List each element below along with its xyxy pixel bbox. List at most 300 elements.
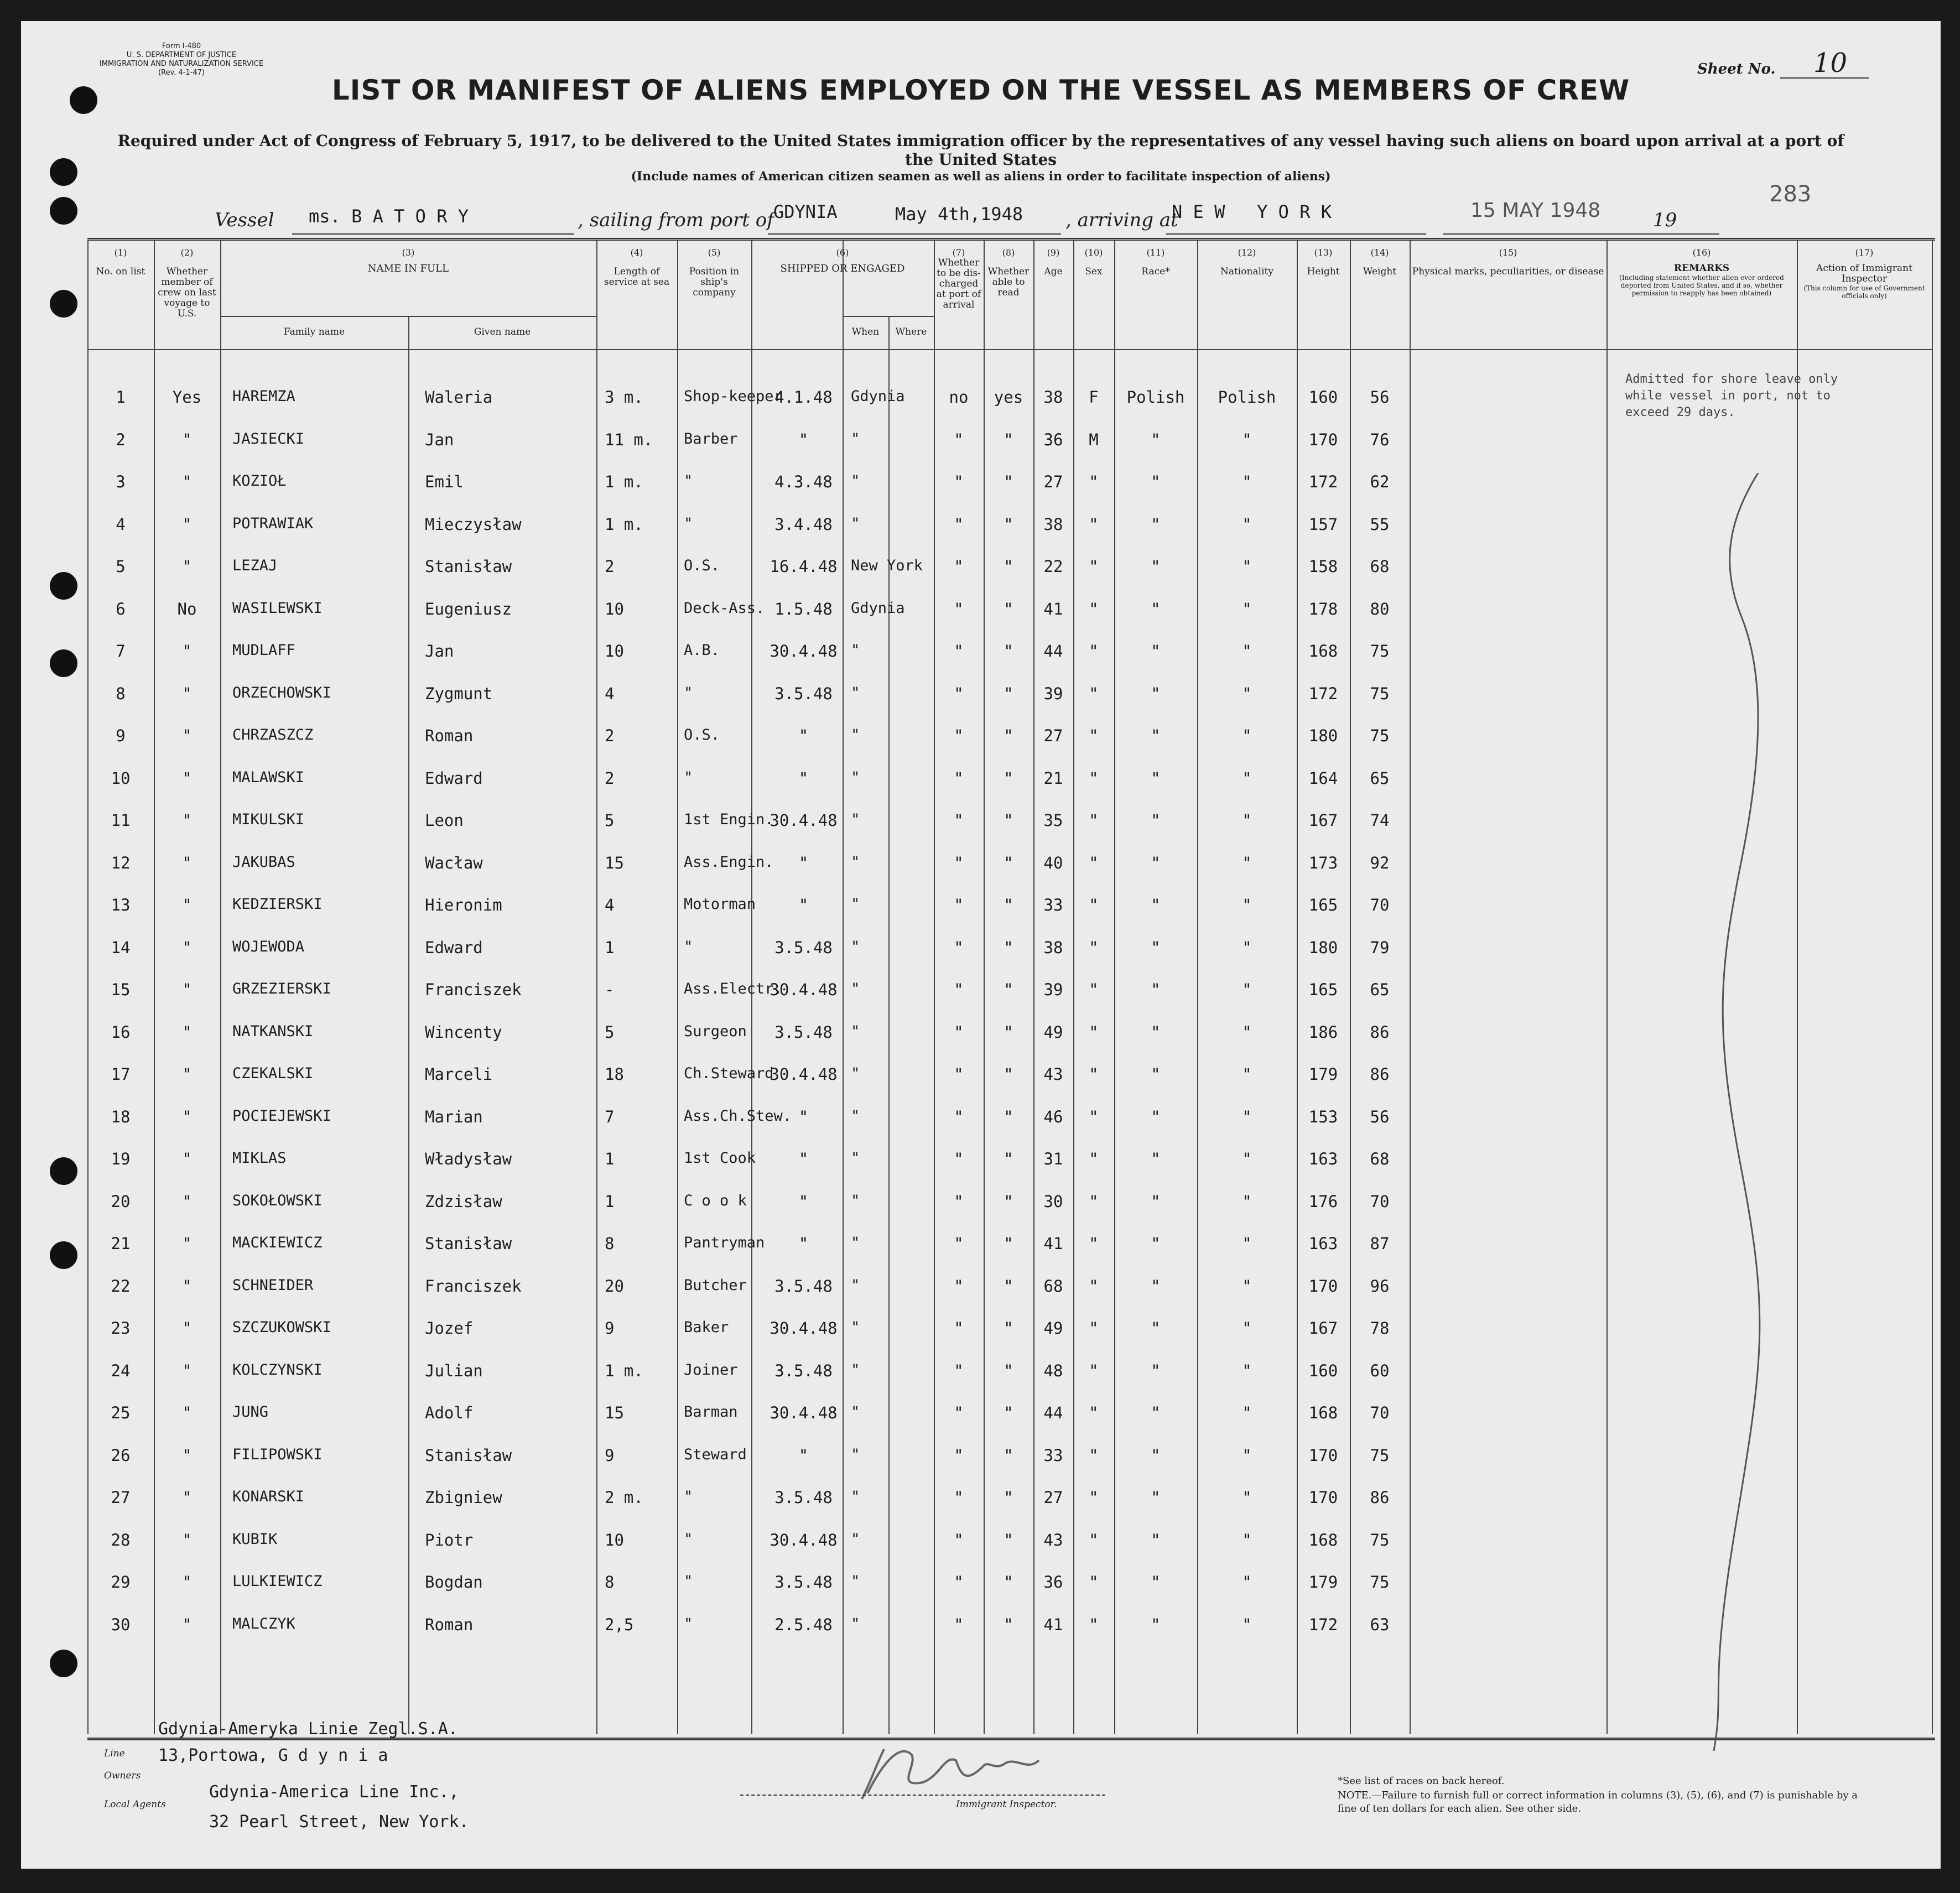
cell: 70 xyxy=(1370,1192,1390,1211)
table-row xyxy=(87,1484,1932,1517)
cell: " xyxy=(182,1022,192,1042)
cell: " xyxy=(182,1488,192,1507)
vessel-underline xyxy=(292,233,574,235)
cell: MALCZYK xyxy=(232,1615,295,1632)
cell: " xyxy=(1151,938,1161,957)
cell: 30.4.48 xyxy=(770,642,838,661)
cell: " xyxy=(1089,1445,1099,1465)
cell: " xyxy=(954,1445,964,1465)
vessel-name: ms. B A T O R Y xyxy=(309,206,469,227)
agents-value: Gdynia-America Line Inc., xyxy=(209,1782,459,1802)
cell: " xyxy=(954,726,964,745)
line-value: Gdynia-Ameryka Linie Zegl.S.A. xyxy=(158,1719,458,1739)
cell: 21 xyxy=(1043,768,1063,788)
cell: 17 xyxy=(111,1065,131,1084)
cell: 41 xyxy=(1043,1234,1063,1253)
cell: Jan xyxy=(425,642,454,661)
header-label: Whether able to read xyxy=(987,266,1030,298)
cell: MACKIEWICZ xyxy=(232,1234,323,1251)
cell: MALAWSKI xyxy=(232,768,305,786)
cell: " xyxy=(182,557,192,576)
port-underline xyxy=(768,233,1061,235)
header-number: (17) xyxy=(1855,247,1874,258)
cell: " xyxy=(954,768,964,788)
cell: KONARSKI xyxy=(232,1488,305,1505)
cell: " xyxy=(851,1276,860,1294)
cell: 4 xyxy=(116,514,126,534)
header-sublabel: (This column for use of Government officials only) xyxy=(1803,284,1925,300)
cell: 26 xyxy=(111,1445,131,1465)
sheet-number-label: Sheet No. xyxy=(1697,61,1776,77)
agents-address: 32 Pearl Street, New York. xyxy=(209,1812,469,1832)
cell: 172 xyxy=(1308,472,1338,491)
cell: " xyxy=(954,514,964,534)
cell: WASILEWSKI xyxy=(232,599,323,617)
cell: 76 xyxy=(1370,430,1390,449)
cell: " xyxy=(1242,980,1252,999)
cell: KUBIK xyxy=(232,1530,278,1548)
cell: " xyxy=(1151,1234,1161,1253)
cell: A.B. xyxy=(684,642,720,659)
cell: 165 xyxy=(1308,896,1338,914)
cell: " xyxy=(851,1022,860,1040)
cell: Stanisław xyxy=(425,1234,512,1253)
cell: 23 xyxy=(111,1319,131,1338)
header-label: Age xyxy=(1044,266,1063,277)
cell: 167 xyxy=(1308,811,1338,830)
cell: Baker xyxy=(684,1319,729,1336)
cell: " xyxy=(182,642,192,661)
cell: 180 xyxy=(1308,938,1338,957)
cell: " xyxy=(1151,1022,1161,1042)
cell: Emil xyxy=(425,472,464,491)
cell: 2 xyxy=(605,768,615,788)
cell: 179 xyxy=(1308,1065,1338,1084)
cell: " xyxy=(684,938,693,955)
cell: Ass.Electr. xyxy=(684,980,783,997)
header-label: Position in ship's company xyxy=(689,266,740,298)
cell: " xyxy=(1242,1065,1252,1084)
cell: 3.5.48 xyxy=(774,1361,833,1380)
cell: " xyxy=(1242,472,1252,491)
header-c17 xyxy=(1797,247,1932,300)
cell: MIKULSKI xyxy=(232,811,305,828)
header-number: (9) xyxy=(1047,247,1060,258)
table-row xyxy=(87,1399,1932,1432)
cell: 5 xyxy=(605,811,615,830)
cell: " xyxy=(851,1150,860,1167)
cell: " xyxy=(182,1107,192,1126)
cell: 2 xyxy=(116,430,126,449)
cell: 96 xyxy=(1370,1276,1390,1296)
cell: Marian xyxy=(425,1107,483,1126)
cell: 7 xyxy=(116,642,126,661)
header-number: (15) xyxy=(1499,247,1517,258)
cell: Yes xyxy=(172,388,202,407)
cell: 30 xyxy=(1043,1192,1063,1211)
cell: " xyxy=(1242,557,1252,576)
cell: " xyxy=(1004,726,1013,745)
cell: Gdynia xyxy=(851,388,905,405)
cell: 3 m. xyxy=(605,388,643,407)
cell: Edward xyxy=(425,768,483,788)
cell: 75 xyxy=(1370,726,1390,745)
header-number: (5) xyxy=(708,247,721,258)
cell: 30.4.48 xyxy=(770,980,838,999)
cell: 10 xyxy=(605,1530,624,1549)
header-label: Nationality xyxy=(1220,266,1273,277)
cell: 56 xyxy=(1370,388,1390,407)
cell: " xyxy=(851,1192,860,1209)
table-row xyxy=(87,1188,1932,1221)
cell: 11 xyxy=(111,811,131,830)
cell: 80 xyxy=(1370,599,1390,618)
cell: 168 xyxy=(1308,1530,1338,1549)
cell: 4 xyxy=(605,684,615,703)
cell: " xyxy=(954,430,964,449)
table-row xyxy=(87,637,1932,670)
cell: Zdzisław xyxy=(425,1192,502,1211)
cell: Hieronim xyxy=(425,896,502,914)
cell: GRZEZIERSKI xyxy=(232,980,331,997)
cell: 3.4.48 xyxy=(774,514,833,534)
cell: " xyxy=(1089,896,1099,914)
cell: " xyxy=(1151,1150,1161,1168)
cell: " xyxy=(851,1107,860,1125)
cell: " xyxy=(954,1573,964,1592)
cell: 1st Cook xyxy=(684,1150,756,1167)
cell: " xyxy=(1151,684,1161,703)
cell: MUDLAFF xyxy=(232,642,295,659)
cell: " xyxy=(1004,1573,1013,1592)
cell: " xyxy=(1242,1022,1252,1042)
sailing-date: May 4th,1948 xyxy=(895,204,1023,225)
cell: " xyxy=(954,1022,964,1042)
cell: " xyxy=(1242,726,1252,745)
table-row xyxy=(87,976,1932,1009)
crew-table xyxy=(87,238,1935,1740)
cell: Bogdan xyxy=(425,1573,483,1592)
cell: " xyxy=(954,938,964,957)
cell: 30.4.48 xyxy=(770,811,838,830)
cell: 163 xyxy=(1308,1150,1338,1168)
cell: " xyxy=(1089,472,1099,491)
cell: Julian xyxy=(425,1361,483,1380)
cell: SOKOŁOWSKI xyxy=(232,1192,323,1209)
inspector-label: Immigrant Inspector. xyxy=(956,1799,1057,1810)
cell: " xyxy=(851,1319,860,1336)
cell: " xyxy=(1004,811,1013,830)
cell: 63 xyxy=(1370,1615,1390,1634)
cell: 41 xyxy=(1043,1615,1063,1634)
cell: " xyxy=(1151,896,1161,914)
header-number: (14) xyxy=(1370,247,1389,258)
cell: 15 xyxy=(605,853,624,872)
cell: 153 xyxy=(1308,1107,1338,1126)
cell: 27 xyxy=(1043,726,1063,745)
cell: 1 xyxy=(605,1192,615,1211)
cell: SZCZUKOWSKI xyxy=(232,1319,331,1336)
cell: 14 xyxy=(111,938,131,957)
cell: " xyxy=(1242,1530,1252,1549)
table-row xyxy=(87,511,1932,544)
cell: " xyxy=(954,1150,964,1168)
cell: " xyxy=(1242,1488,1252,1507)
table-row xyxy=(87,1526,1932,1559)
header-c13 xyxy=(1297,247,1350,277)
header-label: Action of Immigrant Inspector xyxy=(1816,263,1912,284)
cell: " xyxy=(1151,1530,1161,1549)
table-row xyxy=(87,1060,1932,1094)
cell: " xyxy=(1004,1361,1013,1380)
cell: HAREMZA xyxy=(232,388,295,405)
cell: 70 xyxy=(1370,1403,1390,1422)
cell: Wincenty xyxy=(425,1022,502,1042)
cell: Polish xyxy=(1218,388,1276,407)
cell: " xyxy=(954,599,964,618)
cell: " xyxy=(1151,1573,1161,1592)
header-c7 xyxy=(934,247,984,310)
cell: " xyxy=(1151,768,1161,788)
punch-hole xyxy=(50,290,77,318)
cell: " xyxy=(1089,1488,1099,1507)
header-c11 xyxy=(1114,247,1197,277)
table-row xyxy=(87,1272,1932,1306)
line-label: Line xyxy=(104,1748,125,1759)
header-label: Weight xyxy=(1363,266,1397,277)
header-number: (8) xyxy=(1002,247,1015,258)
cell: " xyxy=(182,472,192,491)
header-label: Whether to be dis-charged at port of arrival xyxy=(936,257,981,310)
cell: no xyxy=(949,388,969,407)
cell: 43 xyxy=(1043,1530,1063,1549)
cell: " xyxy=(182,1403,192,1422)
subheader-where: Where xyxy=(895,326,927,337)
cell: " xyxy=(182,514,192,534)
cell: 30.4.48 xyxy=(770,1319,838,1338)
cell: 75 xyxy=(1370,1445,1390,1465)
cell: " xyxy=(798,1150,809,1168)
cell: " xyxy=(1089,557,1099,576)
cell: " xyxy=(954,1107,964,1126)
cell: " xyxy=(851,1615,860,1632)
table-row xyxy=(87,426,1932,459)
cell: Ass.Ch.Stew. xyxy=(684,1107,792,1125)
cell: " xyxy=(182,1530,192,1549)
cell: " xyxy=(1151,642,1161,661)
cell: 56 xyxy=(1370,1107,1390,1126)
cell: 48 xyxy=(1043,1361,1063,1380)
cell: Zygmunt xyxy=(425,684,493,703)
table-row xyxy=(87,1611,1932,1644)
cell: " xyxy=(1004,768,1013,788)
cell: 41 xyxy=(1043,599,1063,618)
remarks-ditto-line xyxy=(1681,473,1791,1756)
form-number: Form I-480 xyxy=(162,42,201,50)
cell: " xyxy=(851,938,860,955)
cell: " xyxy=(1004,430,1013,449)
cell: " xyxy=(798,1192,809,1211)
cell: " xyxy=(1089,1319,1099,1338)
cell: " xyxy=(182,1234,192,1253)
cell: Franciszek xyxy=(425,980,522,999)
cell: 62 xyxy=(1370,472,1390,491)
cell: FILIPOWSKI xyxy=(232,1445,323,1463)
cell: Stanisław xyxy=(425,557,512,576)
header-number: (6) xyxy=(836,247,849,258)
cell: 30.4.48 xyxy=(770,1530,838,1549)
cell: " xyxy=(851,1573,860,1590)
header-label: Sex xyxy=(1085,266,1103,277)
cell: 40 xyxy=(1043,853,1063,872)
cell: 6 xyxy=(116,599,126,618)
cell: - xyxy=(605,980,615,999)
cell: " xyxy=(798,1445,809,1465)
cell: " xyxy=(1089,938,1099,957)
cell: " xyxy=(1242,514,1252,534)
table-row xyxy=(87,1145,1932,1178)
cell: " xyxy=(1242,1403,1252,1422)
cell: 9 xyxy=(605,1319,615,1338)
cell: 1.5.48 xyxy=(774,599,833,618)
cell: " xyxy=(1089,768,1099,788)
cell: " xyxy=(1151,1192,1161,1211)
cell: " xyxy=(1004,853,1013,872)
fine-note: NOTE.—Failure to furnish full or correct information in columns (3), (5), (6), and (7) is punishable by a fine of ten dollars for each alien. See other side. xyxy=(1338,1790,1858,1814)
cell: " xyxy=(182,1276,192,1296)
cell: " xyxy=(1004,1276,1013,1296)
cell: " xyxy=(1089,642,1099,661)
cell: " xyxy=(954,1065,964,1084)
cell: LEZAJ xyxy=(232,557,278,574)
cell: 21 xyxy=(111,1234,131,1253)
received-stamp: 15 MAY 1948 xyxy=(1470,199,1601,222)
cell: " xyxy=(684,1573,693,1590)
cell: " xyxy=(954,1361,964,1380)
cell: " xyxy=(1089,684,1099,703)
cell: yes xyxy=(994,388,1023,407)
cell: Wacław xyxy=(425,853,483,872)
cell: 178 xyxy=(1308,599,1338,618)
cell: " xyxy=(1004,1530,1013,1549)
cell: " xyxy=(182,726,192,745)
cell: " xyxy=(798,1107,809,1126)
cell: " xyxy=(1004,1319,1013,1338)
cell: 8 xyxy=(605,1573,615,1592)
cell: 44 xyxy=(1043,642,1063,661)
cell: 163 xyxy=(1308,1234,1338,1253)
cell: " xyxy=(1242,684,1252,703)
cell: 176 xyxy=(1308,1192,1338,1211)
cell: O.S. xyxy=(684,557,720,574)
cell: 68 xyxy=(1043,1276,1063,1296)
cell: " xyxy=(851,768,860,786)
cell: 30.4.48 xyxy=(770,1065,838,1084)
header-label: NAME IN FULL xyxy=(367,263,449,274)
cell: 1 m. xyxy=(605,514,643,534)
cell: C o o k xyxy=(684,1192,747,1209)
cell: " xyxy=(1004,557,1013,576)
cell: " xyxy=(1242,1192,1252,1211)
cell: Motorman xyxy=(684,896,756,913)
punch-hole xyxy=(50,649,77,677)
cell: " xyxy=(798,896,809,914)
cell: Zbigniew xyxy=(425,1488,502,1507)
cell: 168 xyxy=(1308,1403,1338,1422)
cell: 170 xyxy=(1308,1488,1338,1507)
cell: 86 xyxy=(1370,1488,1390,1507)
cell: " xyxy=(954,557,964,576)
cell: 3.5.48 xyxy=(774,1276,833,1296)
cell: 39 xyxy=(1043,980,1063,999)
cell: " xyxy=(1089,1361,1099,1380)
cell: NATKANSKI xyxy=(232,1022,314,1040)
cell: " xyxy=(1151,430,1161,449)
cell: " xyxy=(1242,1150,1252,1168)
owners-value: 13,Portowa, G d y n i a xyxy=(158,1746,388,1765)
cell: Stanisław xyxy=(425,1445,512,1465)
cell: " xyxy=(851,853,860,871)
cell: " xyxy=(1004,1234,1013,1253)
punch-hole xyxy=(50,197,77,225)
cell: 35 xyxy=(1043,811,1063,830)
cell: 179 xyxy=(1308,1573,1338,1592)
cell: 3.5.48 xyxy=(774,938,833,957)
cell: " xyxy=(1151,557,1161,576)
cell: " xyxy=(182,768,192,788)
cell: 3.5.48 xyxy=(774,1022,833,1042)
cell: 11 m. xyxy=(605,430,653,449)
cell: MIKLAS xyxy=(232,1150,287,1167)
cell: " xyxy=(684,684,693,701)
cell: " xyxy=(684,472,693,490)
cell: 70 xyxy=(1370,896,1390,914)
cell: 86 xyxy=(1370,1065,1390,1084)
cell: " xyxy=(1004,896,1013,914)
arriving-label: , arriving at xyxy=(1065,209,1178,231)
table-row xyxy=(87,891,1932,924)
cell: " xyxy=(1004,980,1013,999)
cell: " xyxy=(954,1276,964,1296)
cell: O.S. xyxy=(684,726,720,743)
cell: SCHNEIDER xyxy=(232,1276,314,1294)
table-row xyxy=(87,1018,1932,1052)
cell: 2 xyxy=(605,557,615,576)
inspector-underline xyxy=(740,1795,1105,1796)
cell: 9 xyxy=(116,726,126,745)
cell: Surgeon xyxy=(684,1022,747,1040)
form-department: U. S. DEPARTMENT OF JUSTICE xyxy=(126,51,237,59)
cell: " xyxy=(1089,1530,1099,1549)
cell: Barman xyxy=(684,1403,738,1421)
cell: " xyxy=(1004,1488,1013,1507)
header-number: (11) xyxy=(1146,247,1165,258)
cell: 160 xyxy=(1308,388,1338,407)
cell: JAKUBAS xyxy=(232,853,295,871)
vessel-label: Vessel xyxy=(215,209,274,231)
cell: 1 xyxy=(116,388,126,407)
cell: " xyxy=(954,1530,964,1549)
table-row xyxy=(87,807,1932,840)
cell: CZEKALSKI xyxy=(232,1065,314,1082)
cell: " xyxy=(1242,1361,1252,1380)
cell: ORZECHOWSKI xyxy=(232,684,331,701)
cell: " xyxy=(851,896,860,913)
cell: " xyxy=(851,472,860,490)
cell: " xyxy=(851,1445,860,1463)
cell: 8 xyxy=(116,684,126,703)
cell: " xyxy=(851,684,860,701)
